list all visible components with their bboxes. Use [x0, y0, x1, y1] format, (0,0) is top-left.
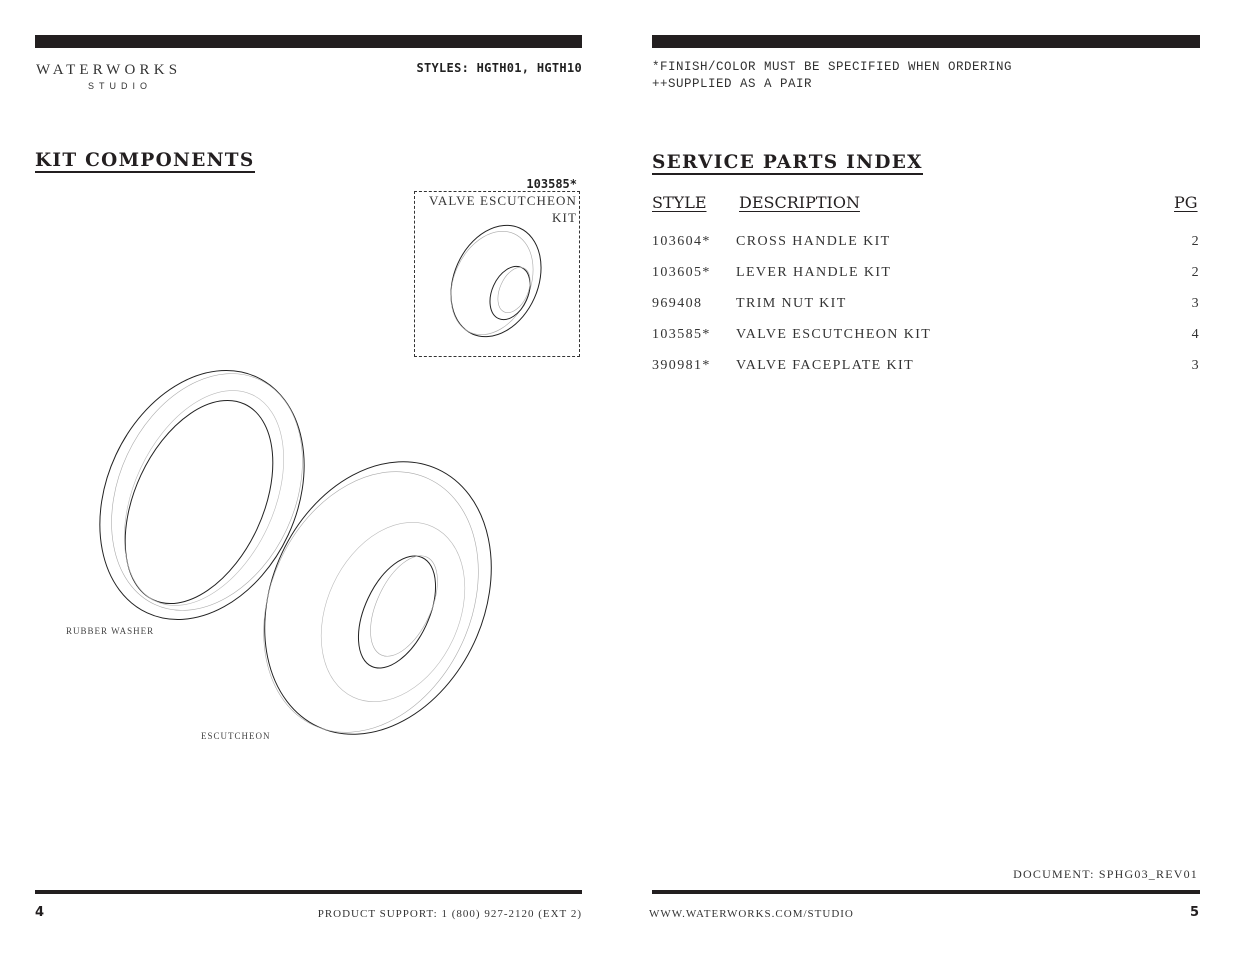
table-row-5-pg: 3 [1191, 358, 1200, 373]
note-finish: *FINISH/COLOR MUST BE SPECIFIED WHEN ORDERING [652, 60, 1013, 74]
rubber-washer-label: RUBBER WASHER [66, 626, 155, 636]
table-row-3-description: TRIM NUT KIT [736, 296, 847, 311]
callout-part-code: 103585* [526, 177, 577, 191]
table-row-2-description: LEVER HANDLE KIT [736, 265, 892, 280]
callout-escutcheon-drawing [434, 211, 558, 351]
note-pair: ++SUPPLIED AS A PAIR [652, 77, 813, 91]
column-header-pg: PG [1174, 193, 1198, 212]
table-row-3-style: 969408 [652, 296, 703, 311]
table-row-4-pg: 4 [1191, 327, 1200, 342]
styles-line: STYLES: HGTH01, HGTH10 [416, 61, 582, 75]
table-row-1-pg: 2 [1191, 234, 1200, 249]
left-bottom-rule [35, 890, 582, 894]
rubber-washer-drawing [61, 337, 343, 653]
right-page-number: 5 [1189, 905, 1199, 920]
escutcheon-label: ESCUTCHEON [201, 731, 271, 741]
left-page-number: 4 [35, 905, 45, 920]
table-row-5-style: 390981* [652, 358, 711, 373]
escutcheon-drawing [222, 425, 534, 772]
kit-components-heading: KIT COMPONENTS [35, 150, 255, 171]
table-row-4-style: 103585* [652, 327, 711, 342]
callout-part-name: VALVE ESCUTCHEON KIT [429, 193, 577, 225]
product-support: PRODUCT SUPPORT: 1 (800) 927-2120 (EXT 2) [317, 908, 582, 920]
brand-logo-sub: STUDIO [88, 81, 153, 91]
column-header-style: STYLE [652, 193, 707, 212]
table-row-3-pg: 3 [1191, 296, 1200, 311]
table-row-5-description: VALVE FACEPLATE KIT [736, 358, 915, 373]
website-link[interactable]: WWW.WATERWORKS.COM/STUDIO [649, 908, 854, 920]
right-bottom-rule [652, 890, 1200, 894]
table-row-1-style: 103604* [652, 234, 711, 249]
table-row-1-description: CROSS HANDLE KIT [736, 234, 891, 249]
service-parts-index-heading: SERVICE PARTS INDEX [652, 152, 923, 173]
table-row-2-pg: 2 [1191, 265, 1200, 280]
table-row-4-description: VALVE ESCUTCHEON KIT [736, 327, 932, 342]
column-header-description: DESCRIPTION [739, 193, 860, 212]
brand-logo: WATERWORKS [36, 62, 182, 78]
table-row-2-style: 103605* [652, 265, 711, 280]
document-id: DOCUMENT: SPHG03_REV01 [1013, 867, 1198, 881]
